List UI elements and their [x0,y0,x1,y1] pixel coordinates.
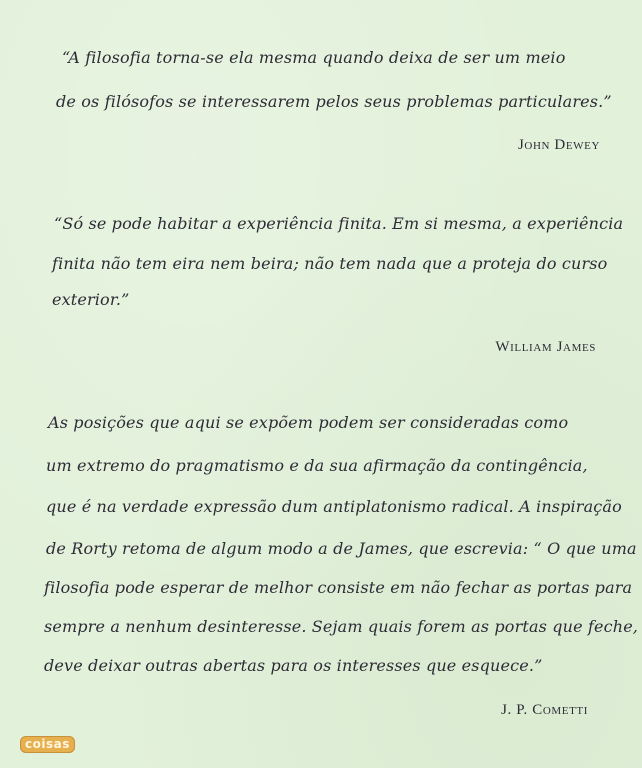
quote-2-line-2: finita não tem eira nem beira; não tem nada que a proteja do curso [52,254,608,273]
quote-3-line-4: de Rorty retoma de algum modo a de James, que escrevia: “ O que uma [46,539,637,558]
quote-2-line-3: exterior.” [52,290,130,309]
coisas-logo: coisas [20,736,75,753]
quote-3-line-3: que é na verdade expressão dum antiplatonismo radical. A inspiração [46,497,622,516]
quote-3-line-6: sempre a nenhum desinteresse. Sejam quais forem as portas que feche, [44,617,639,636]
quote-3-line-2: um extremo do pragmatismo e da sua afirmação da contingência, [46,456,588,475]
quote-3-author: J. P. Cometti [501,702,588,718]
quote-3-line-1: As posições que aqui se expõem podem ser consideradas como [48,413,569,432]
quote-2-author: William James [495,339,596,355]
quote-3-line-7: deve deixar outras abertas para os interesses que esquece.” [44,656,543,675]
quote-1-line-1: “A filosofia torna-se ela mesma quando deixa de ser um meio [62,48,566,67]
quote-1-line-2: de os filósofos se interessarem pelos seus problemas particulares.” [56,92,612,111]
quote-1-author: John Dewey [517,137,600,153]
quote-3-line-5: filosofia pode esperar de melhor consiste em não fechar as portas para [44,578,633,597]
quote-2-line-1: “Só se pode habitar a experiência finita. Em si mesma, a experiência [54,214,624,233]
